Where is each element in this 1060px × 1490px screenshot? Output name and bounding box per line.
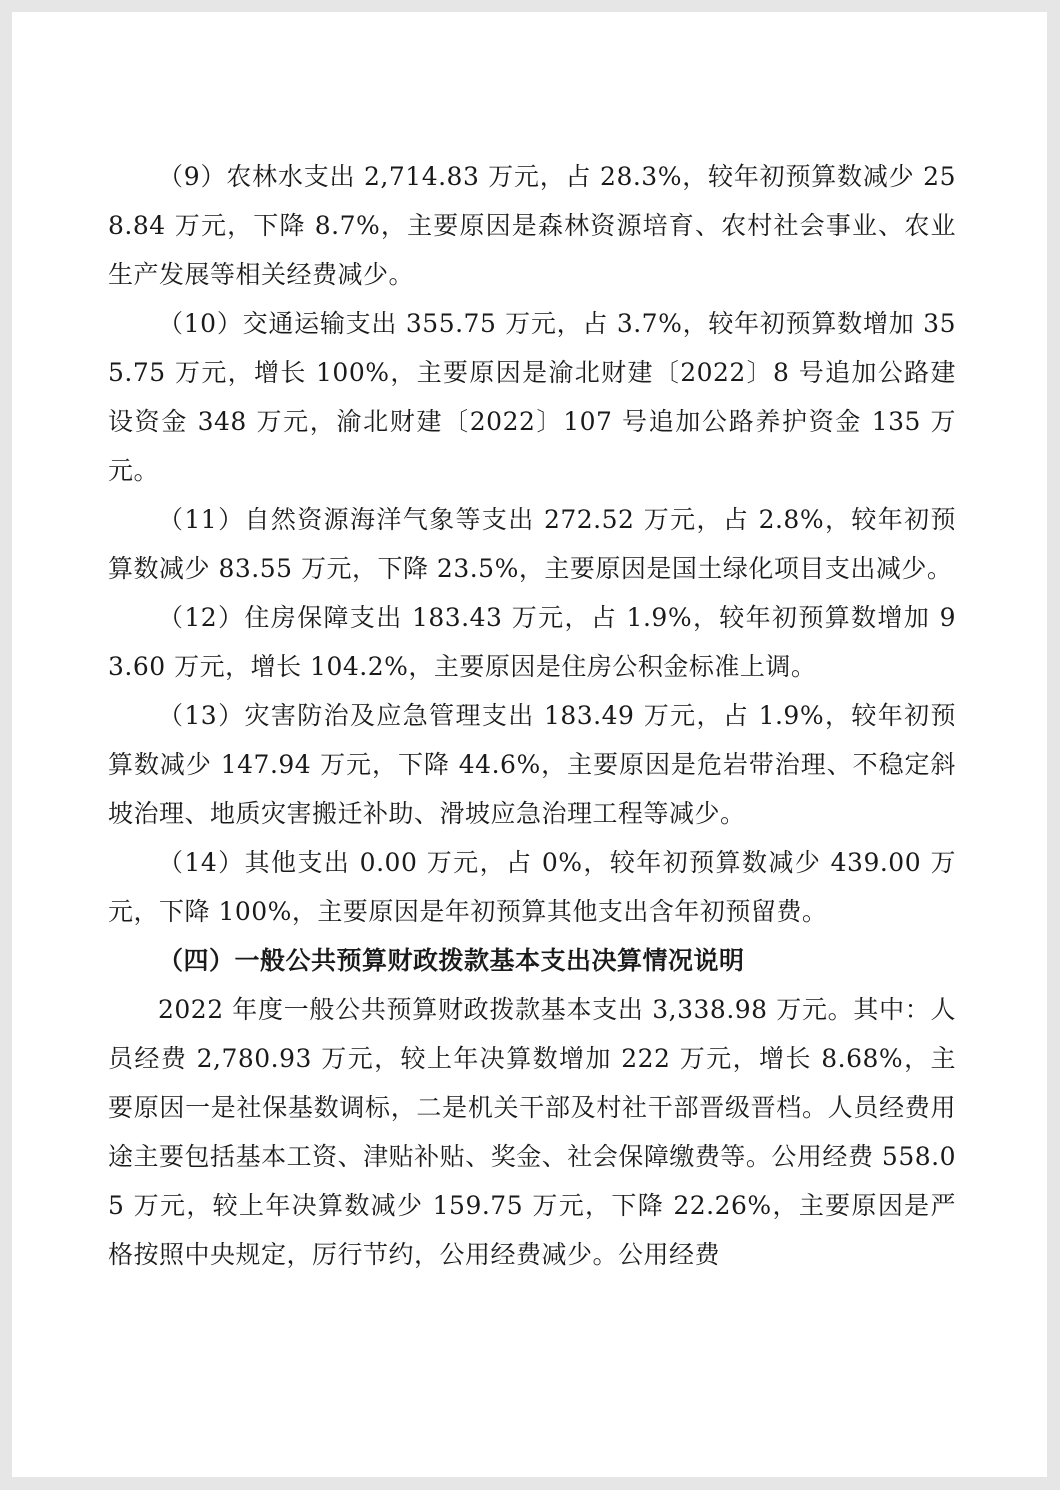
section-heading: （四）一般公共预算财政拨款基本支出决算情况说明: [158, 946, 745, 975]
document-body: [108, 152, 956, 1279]
section-body-paragraph: 2022 年度一般公共预算财政拨款基本支出 3,338.98 万元。其中：人员经费 2,780.93 万元，较上年决算数增加 222 万元，增长 8.68%，主要原因一是社保基数调标，二是机关干部及村社干部晋级晋档。人员经费用途主要包括基本工资、津贴补贴、奖金、社会保障缴费等。公用经费 558.05 万元，较上年决算数减少 159.75 万元，下降 22.26%，主要原因是严格按照中央规定，厉行节约，公用经费减少。公用经费: [108, 995, 956, 1269]
paragraph-9-agriculture: （9）农林水支出 2,714.83 万元，占 28.3%，较年初预算数减少 258.84 万元，下降 8.7%，主要原因是森林资源培育、农村社会事业、农业生产发展等相关经费减少。: [108, 162, 956, 289]
paragraph-13-disaster: （13）灾害防治及应急管理支出 183.49 万元，占 1.9%，较年初预算数减少 147.94 万元，下降 44.6%，主要原因是危岩带治理、不稳定斜坡治理、地质灾害搬迁补助、滑坡应急治理工程等减少。: [108, 701, 956, 828]
paragraph-11-natural-resources: （11）自然资源海洋气象等支出 272.52 万元，占 2.8%，较年初预算数减少 83.55 万元，下降 23.5%，主要原因是国土绿化项目支出减少。: [108, 505, 956, 583]
paragraph-10-transport: （10）交通运输支出 355.75 万元，占 3.7%，较年初预算数增加 355.75 万元，增长 100%，主要原因是渝北财建〔2022〕8 号追加公路建设资金 348 万元，渝北财建〔2022〕107 号追加公路养护资金 135 万元。: [108, 309, 956, 485]
paragraph-14-other: （14）其他支出 0.00 万元，占 0%，较年初预算数减少 439.00 万元，下降 100%，主要原因是年初预算其他支出含年初预留费。: [108, 848, 956, 926]
paragraph-12-housing: （12）住房保障支出 183.43 万元，占 1.9%，较年初预算数增加 93.60 万元，增长 104.2%，主要原因是住房公积金标准上调。: [108, 603, 956, 681]
document-page: [12, 12, 1047, 1477]
